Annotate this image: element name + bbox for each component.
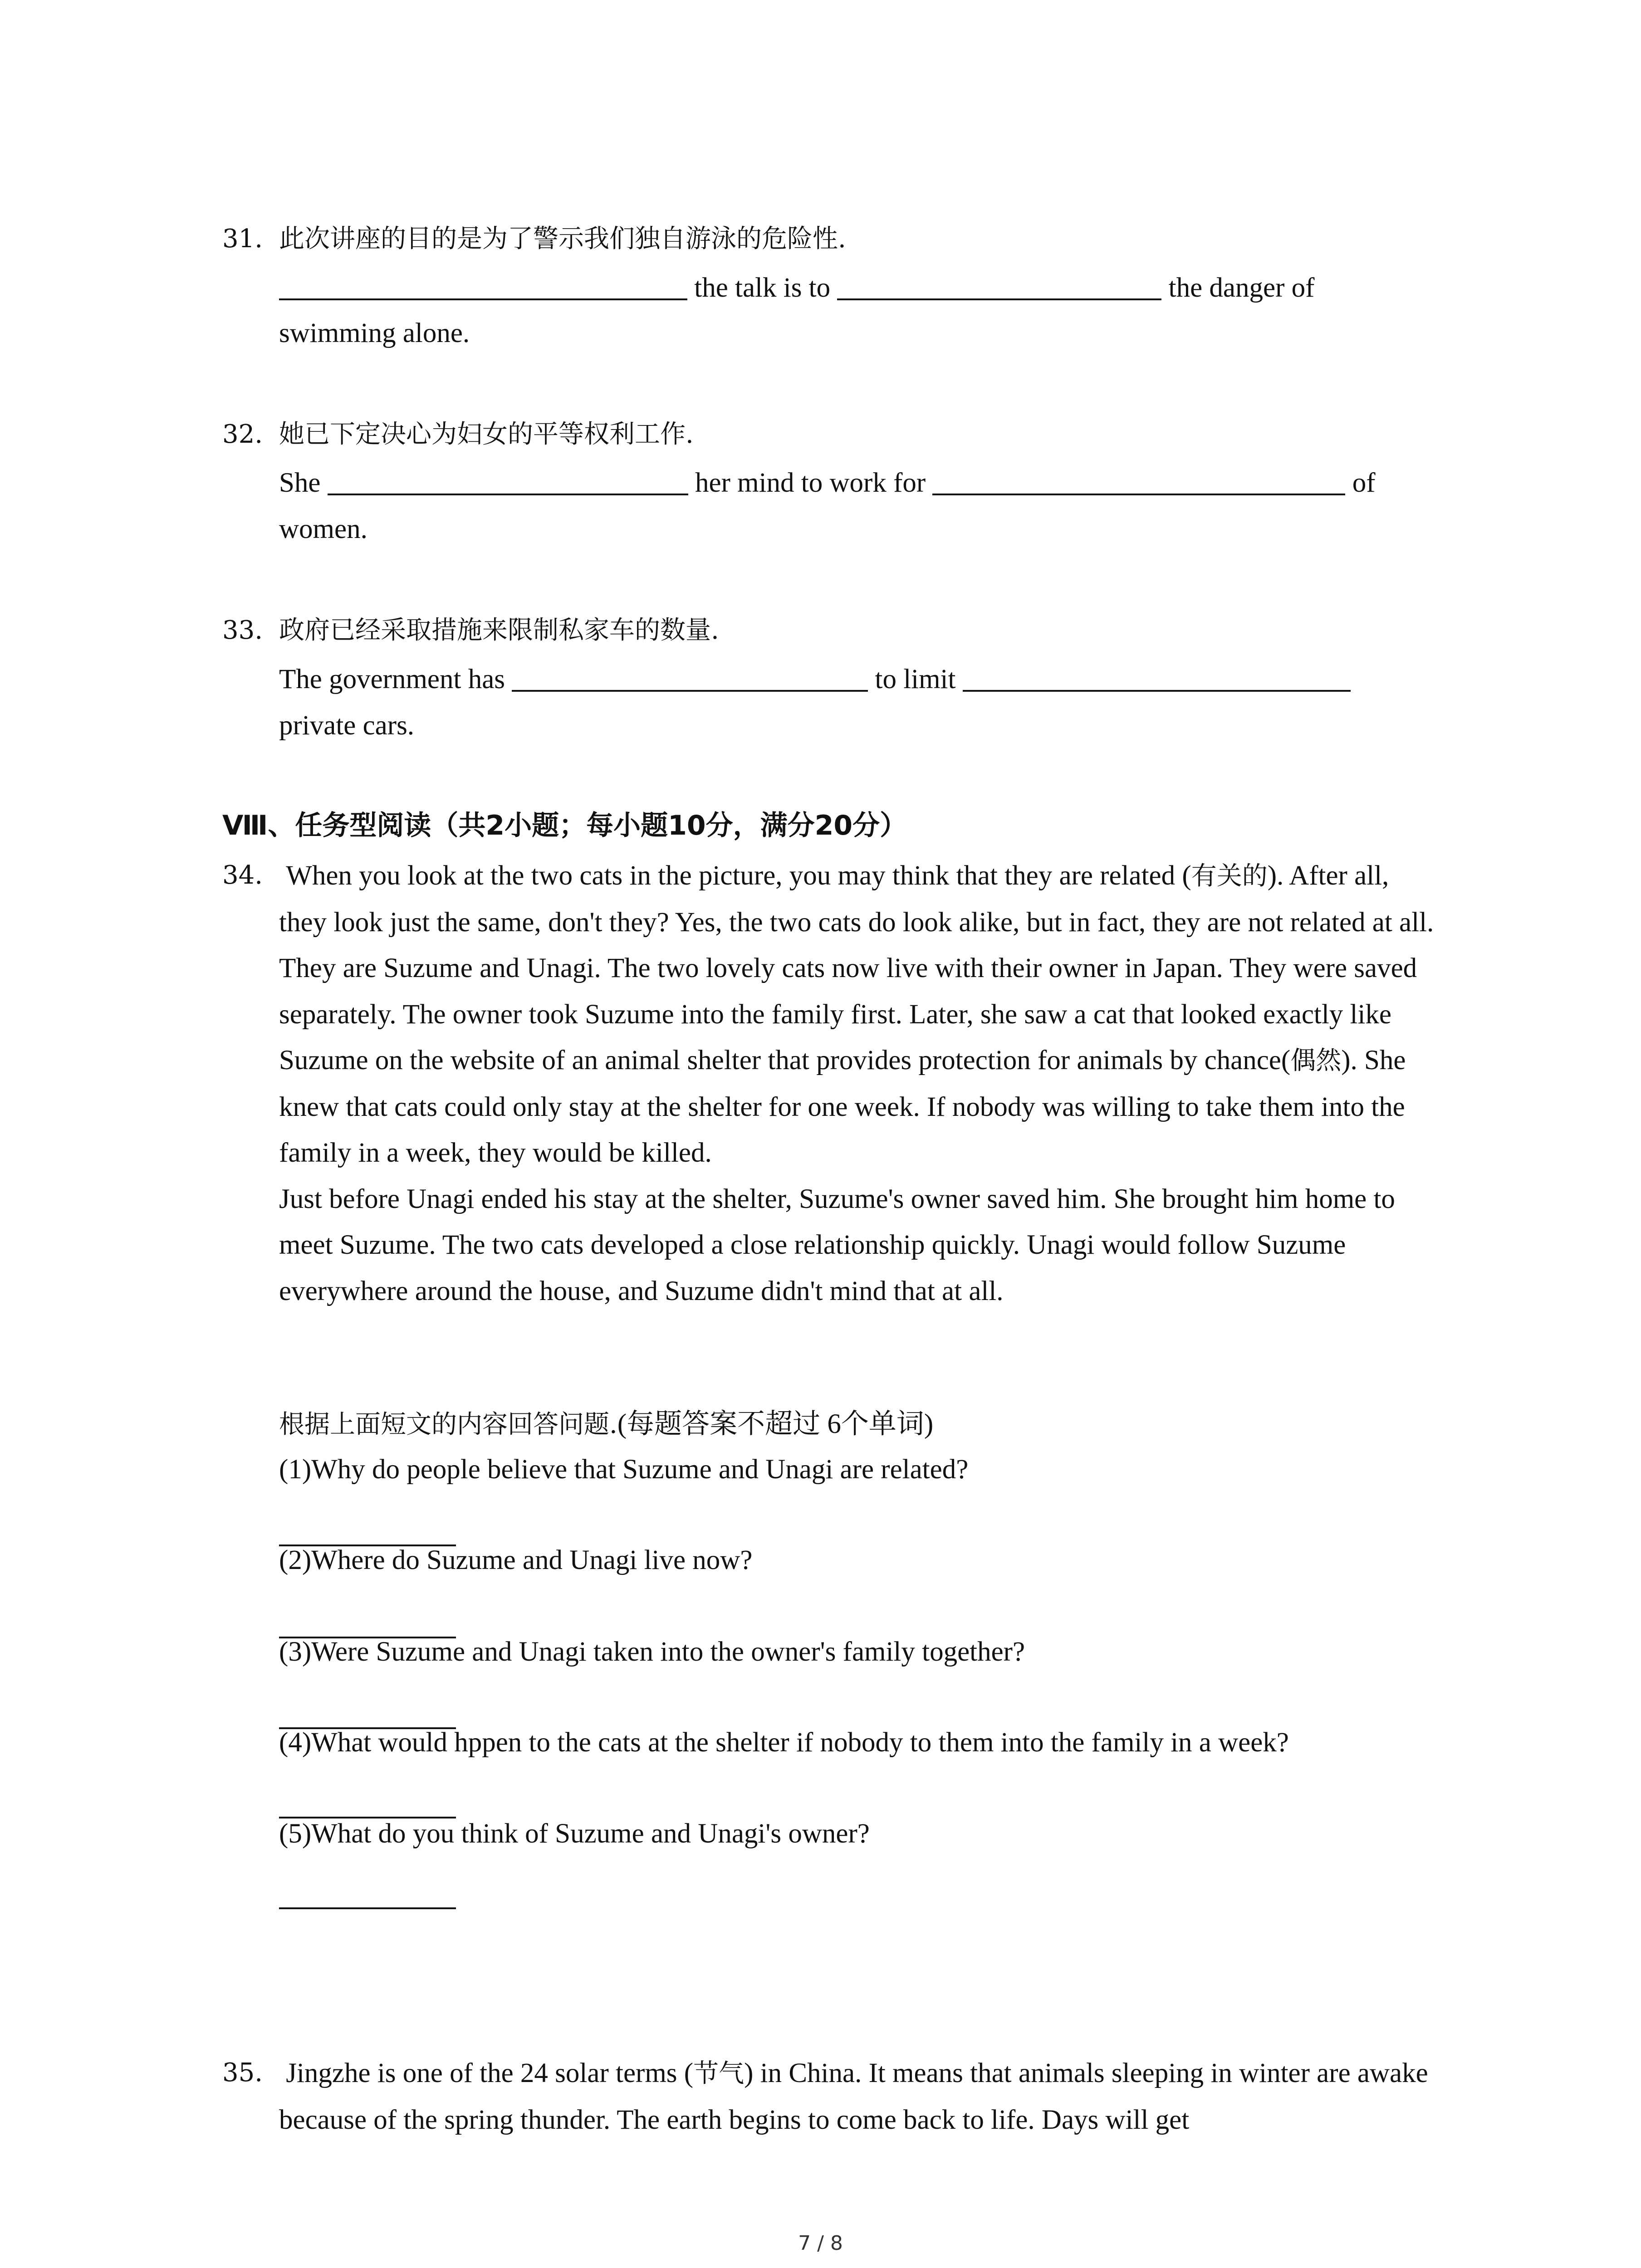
reading-passage <box>279 853 1440 1314</box>
question-4: (4)What would hppen to the cats at the shelter if nobody to them into the family in a week? <box>279 1727 1289 1758</box>
question-2: (2)Where do Suzume and Unagi live now? <box>279 1545 753 1575</box>
translation-line <box>279 465 1376 501</box>
answer-blank[interactable] <box>837 271 1161 300</box>
translation-line <box>279 661 1351 698</box>
translation-line <box>279 270 1314 306</box>
text-segment: to limit <box>875 664 956 694</box>
passage-paragraph: Just before Unagi ended his stay at the shelter, Suzume's owner saved him. She brought him home to meet Suzume. The two cats developed a close relationship quickly. Unagi would follow Suzume everywhere around the house, and Suzume didn't mind that at all. <box>279 1183 1395 1306</box>
instruction: 根据上面短文的内容回答问题.(每题答案不超过 6个单词) <box>279 1409 934 1439</box>
question-5: (5)What do you think of Suzume and Unagi's owner? <box>279 1818 870 1849</box>
text-segment: the talk is to <box>694 273 831 303</box>
translation-continuation: swimming alone. <box>279 318 470 348</box>
text-segment: She <box>279 468 321 498</box>
chinese-sentence: 政府已经采取措施来限制私家车的数量. <box>279 616 719 645</box>
answer-blank[interactable] <box>279 271 687 300</box>
text-segment: the danger of <box>1168 273 1315 303</box>
passage-paragraph: When you look at the two cats in the picture, you may think that they are related (有关的). After all, they look just the same, don't they? Yes, the two cats do look alike, but in fact, they are not related at all. <box>279 860 1434 938</box>
passage-paragraph: They are Suzume and Unagi. The two lovely cats now live with their owner in Japan. They were saved separately. The owner took Suzume into the family first. Later, she saw a cat that looked exactly like Suzume on the website of an animal shelter that provides protection for animals by chance(偶然). She knew that cats could only stay at the shelter for one week. If nobody was willing to take them into the family in a week, they would be killed. <box>279 953 1417 1168</box>
answer-blank[interactable] <box>963 663 1351 692</box>
item-number: 34. <box>222 860 263 890</box>
item-number: 32. <box>222 420 263 449</box>
answer-line-5[interactable] <box>279 1907 456 1909</box>
page-number: 7 / 8 <box>798 2232 843 2255</box>
reading-passage <box>279 2050 1440 2143</box>
text-segment: The government has <box>279 664 505 694</box>
item-number: 31. <box>222 224 263 254</box>
passage-paragraph: Jingzhe is one of the 24 solar terms (节气) in China. It means that animals sleeping in winter are awake because of the spring thunder. The earth begins to come back to life. Days will get <box>279 2058 1428 2135</box>
item-number: 35. <box>222 2058 263 2087</box>
answer-blank[interactable] <box>512 663 868 692</box>
translation-continuation: private cars. <box>279 710 415 741</box>
chinese-sentence: 她已下定决心为妇女的平等权利工作. <box>279 420 694 449</box>
answer-blank[interactable] <box>932 466 1345 495</box>
answer-blank[interactable] <box>328 466 688 495</box>
question-3: (3)Were Suzume and Unagi taken into the owner's family together? <box>279 1637 1025 1667</box>
question-1: (1)Why do people believe that Suzume and Unagi are related? <box>279 1454 969 1485</box>
section-heading: Ⅷ、任务型阅读（共2小题；每小题10分，满分20分） <box>222 810 907 841</box>
chinese-sentence: 此次讲座的目的是为了警示我们独自游泳的危险性. <box>279 224 846 254</box>
text-segment: her mind to work for <box>695 468 926 498</box>
item-number: 33. <box>222 616 263 645</box>
text-segment: of <box>1352 468 1376 498</box>
translation-continuation: women. <box>279 514 367 544</box>
